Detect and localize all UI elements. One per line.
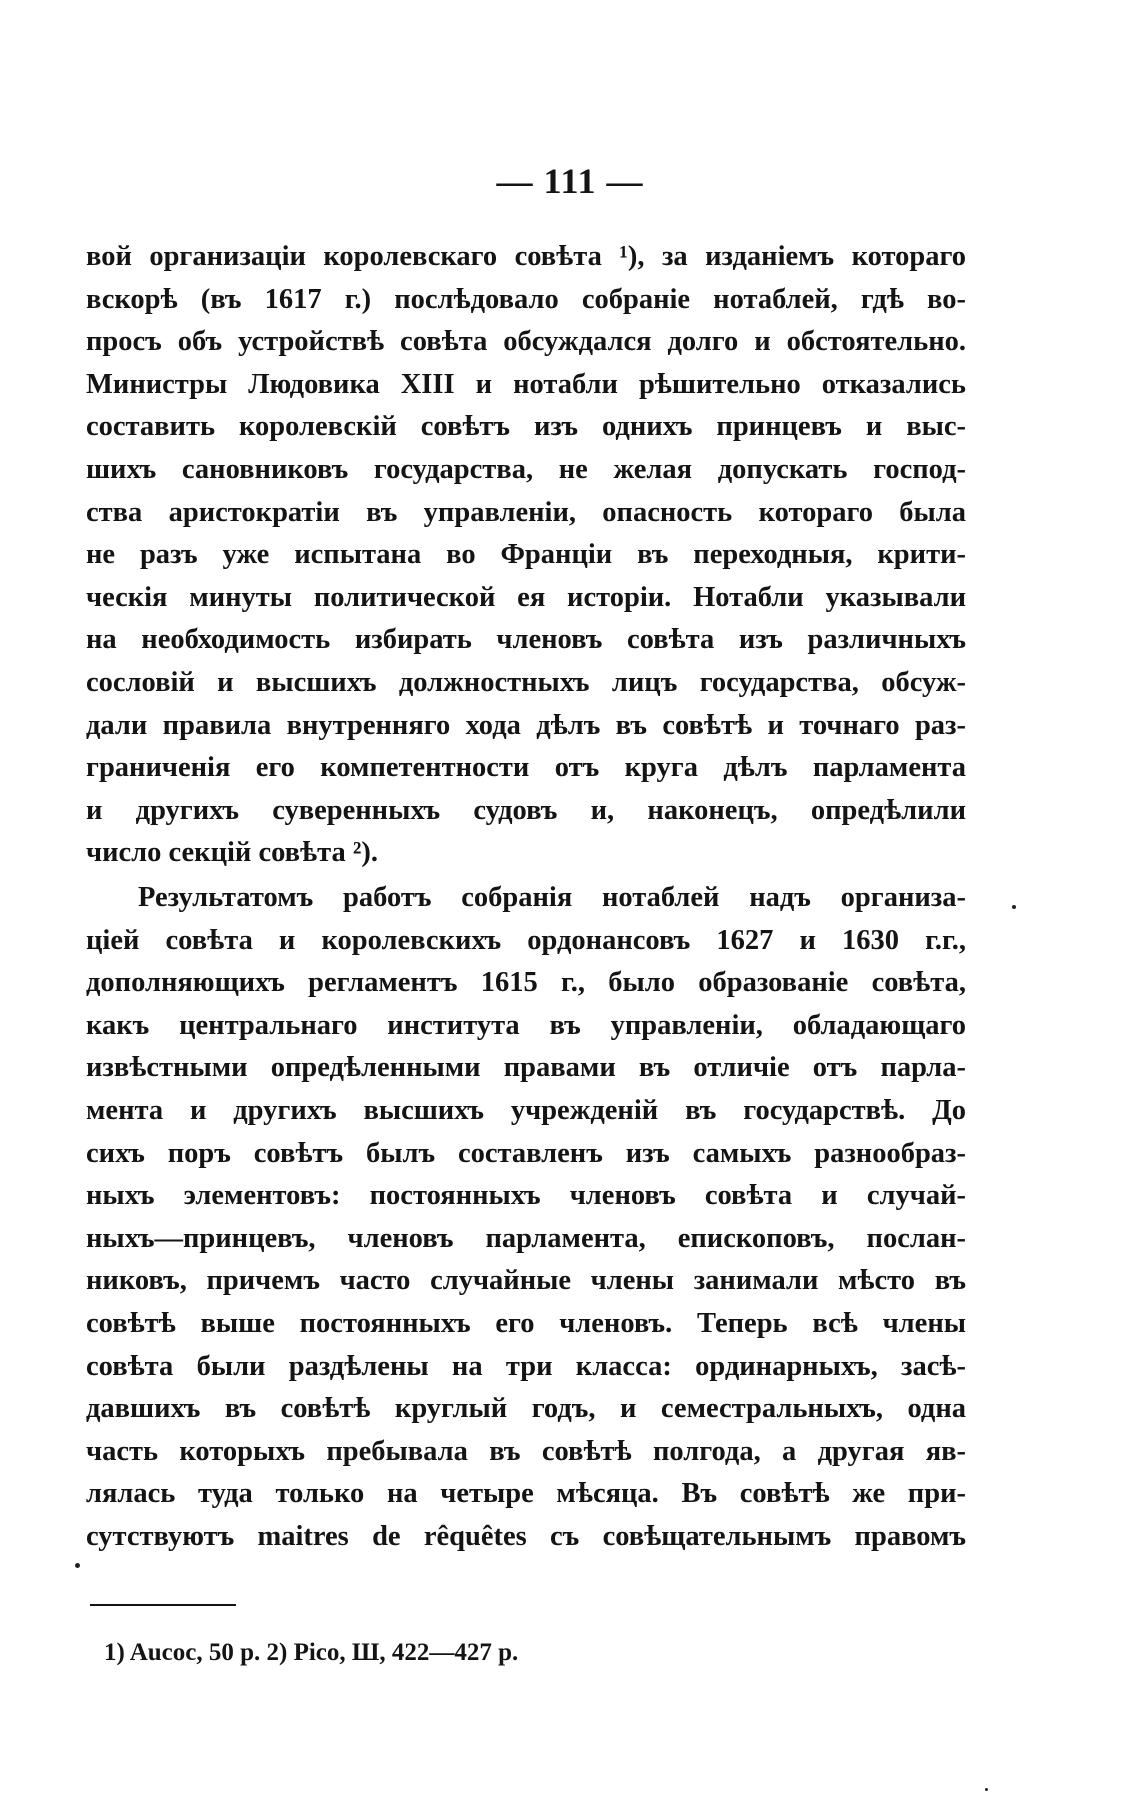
text-line: никовъ, причемъ часто случайные члены занимали мѣсто въ xyxy=(86,1265,966,1297)
page-number: — 111 — xyxy=(496,161,644,201)
text-line: на необходимость избирать членовъ совѣта изъ различныхъ xyxy=(86,624,966,656)
text-line: совѣтѣ выше постоянныхъ его членовъ. Теперь всѣ члены xyxy=(86,1307,966,1339)
text-line: и другихъ суверенныхъ судовъ и, наконецъ, опредѣлили xyxy=(86,794,966,826)
text-line: ныхъ—принцевъ, членовъ парламента, епископовъ, послан- xyxy=(86,1222,966,1254)
text-line: граниченія его компетентности отъ круга дѣлъ парламента xyxy=(86,752,966,784)
footnotes: 1) Aucoc, 50 p. 2) Pico, Ш, 422—427 p. xyxy=(104,1639,519,1666)
text-line: не разъ уже испытана во Франціи въ переходныя, крити- xyxy=(86,539,966,571)
text-line: совѣта были раздѣлены на три класса: ординарныхъ, засѣ- xyxy=(86,1350,966,1382)
text-line: вскорѣ (въ 1617 г.) послѣдовало собраніе нотаблей, гдѣ во- xyxy=(86,283,966,315)
paragraph-main xyxy=(86,877,966,1559)
text-line: извѣстными опредѣленными правами въ отличіе отъ парла- xyxy=(86,1052,966,1084)
text-line: Министры Людовика XIII и нотабли рѣшительно отказались xyxy=(86,368,966,400)
text-line: просъ объ устройствѣ совѣта обсуждался долго и обстоятельно. xyxy=(86,326,966,358)
text-line: мента и другихъ высшихъ учрежденій въ государствѣ. До xyxy=(86,1094,966,1126)
text-line: дали правила внутренняго хода дѣлъ въ совѣтѣ и точнаго раз- xyxy=(86,709,966,741)
text-line: сутствуютъ maitres de rêquêtes съ совѣщательнымъ правомъ xyxy=(86,1520,966,1552)
text-line: лялась туда только на четыре мѣсяца. Въ совѣтѣ же при- xyxy=(86,1478,966,1510)
text-line: дополняющихъ регламентъ 1615 г., было образованіе совѣта, xyxy=(86,967,966,999)
text-line: Результатомъ работъ собранія нотаблей надъ организа- xyxy=(138,882,966,913)
text-line: ческія минуты политической ея исторіи. Нотабли указывали xyxy=(86,581,966,613)
text-line: сихъ поръ совѣтъ былъ составленъ изъ самыхъ разнообраз- xyxy=(86,1137,966,1169)
scan-speck xyxy=(75,1563,80,1568)
scan-speck xyxy=(1012,905,1016,909)
text-line: сословій и высшихъ должностныхъ лицъ государства, обсуж- xyxy=(86,666,966,698)
text-line: число секцій совѣта ²). xyxy=(86,837,379,869)
scan-speck xyxy=(985,1788,988,1791)
text-line: ства аристократіи въ управленіи, опасность котораго была xyxy=(86,496,966,528)
paragraph-continuation xyxy=(86,236,966,875)
text-line: ныхъ элементовъ: постоянныхъ членовъ совѣта и случай- xyxy=(86,1180,966,1212)
text-line: давшихъ въ совѣтѣ круглый годъ, и семестральныхъ, одна xyxy=(86,1393,966,1425)
text-line: составить королевскій совѣтъ изъ однихъ принцевъ и выс- xyxy=(86,411,966,443)
footnote-divider xyxy=(90,1604,236,1606)
text-line: какъ центральнаго института въ управленіи, обладающаго xyxy=(86,1009,966,1041)
text-line: ціей совѣта и королевскихъ ордонансовъ 1627 и 1630 г.г., xyxy=(86,924,966,956)
text-line: вой организаціи королевскаго совѣта ¹), за изданіемъ котораго xyxy=(86,241,966,272)
text-line: часть которыхъ пребывала въ совѣтѣ полгода, а другая яв- xyxy=(86,1435,966,1467)
text-line: шихъ сановниковъ государства, не желая допускать господ- xyxy=(86,453,966,485)
